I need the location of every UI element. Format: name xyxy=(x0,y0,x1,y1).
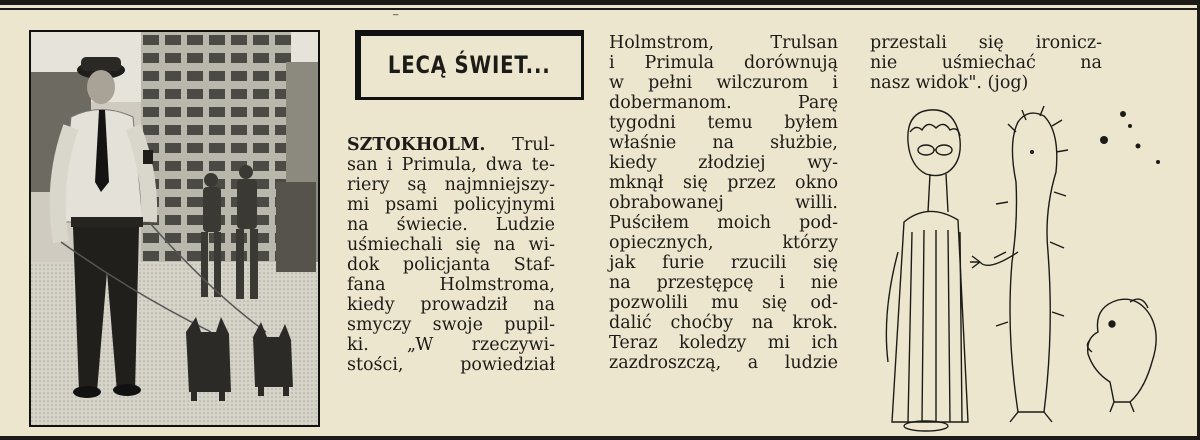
text-line: stości, powiedział xyxy=(347,355,555,375)
text-line: fana Holmstroma, xyxy=(347,275,555,295)
text-line: ki. „W rzeczywi- xyxy=(347,335,555,355)
text-line: pozwolili mu się od- xyxy=(609,293,838,313)
text-line: właśnie na służbie, xyxy=(609,133,838,153)
text-line: nasz widok". (jog) xyxy=(870,73,1029,93)
text-line: smyczy swoje pupil- xyxy=(347,315,555,335)
article-column-3 xyxy=(870,33,1102,93)
text-line: kiedy złodziej wy- xyxy=(609,153,838,173)
text-line: riery są najmniejszy- xyxy=(347,175,555,195)
text-line: mknął się przez okno xyxy=(609,173,838,193)
text-line: uśmiechali się na wi- xyxy=(347,235,555,255)
article-column-1 xyxy=(347,135,555,375)
text-line: Holmstrom, Trulsan xyxy=(609,33,838,53)
text-line: Teraz koledzy mi ich xyxy=(609,333,838,353)
text-line: mi psami policyjnymi xyxy=(347,195,555,215)
text-line: san i Primula, dwa te- xyxy=(347,155,555,175)
text-line: na świecie. Ludzie xyxy=(347,215,555,235)
text-line: dobermanom. Parę xyxy=(609,93,838,113)
stray-mark: ⁻ xyxy=(392,10,400,26)
text-line: zazdroszczą, a ludzie xyxy=(609,353,838,373)
news-photo xyxy=(29,30,320,427)
text-line: dok policjanta Staf- xyxy=(347,255,555,275)
text-line: tygodni temu byłem xyxy=(609,113,838,133)
text-line: na przestępcę i nie xyxy=(609,273,838,293)
text-line: i Primula dorównują xyxy=(609,53,838,73)
text-line: przestali się ironicz- xyxy=(870,33,1102,53)
text-line: dalić choćby na krok. xyxy=(609,313,838,333)
bottom-rule xyxy=(0,436,1200,440)
text-line: jak furie rzucili się xyxy=(609,253,838,273)
top-rule xyxy=(0,0,1200,5)
text-line: kiedy prowadził na xyxy=(347,295,555,315)
text-line: opiecznych, którzy xyxy=(609,233,838,253)
headline-box xyxy=(355,30,584,100)
text-line: w pełni wilczurom i xyxy=(609,73,838,93)
text-line: obrabowanej willi. xyxy=(609,193,838,213)
dateline: SZTOKHOLM. xyxy=(347,135,486,155)
text-line: SZTOKHOLM. Trul- xyxy=(347,135,555,155)
cartoon-illustration xyxy=(868,102,1190,436)
article-column-2 xyxy=(609,33,838,373)
top-rule-thin xyxy=(0,8,1200,10)
text-line: nie uśmiechać na xyxy=(870,53,1102,73)
text-line: Puściłem moich pod- xyxy=(609,213,838,233)
headline: LECĄ ŚWIET... xyxy=(388,51,551,79)
